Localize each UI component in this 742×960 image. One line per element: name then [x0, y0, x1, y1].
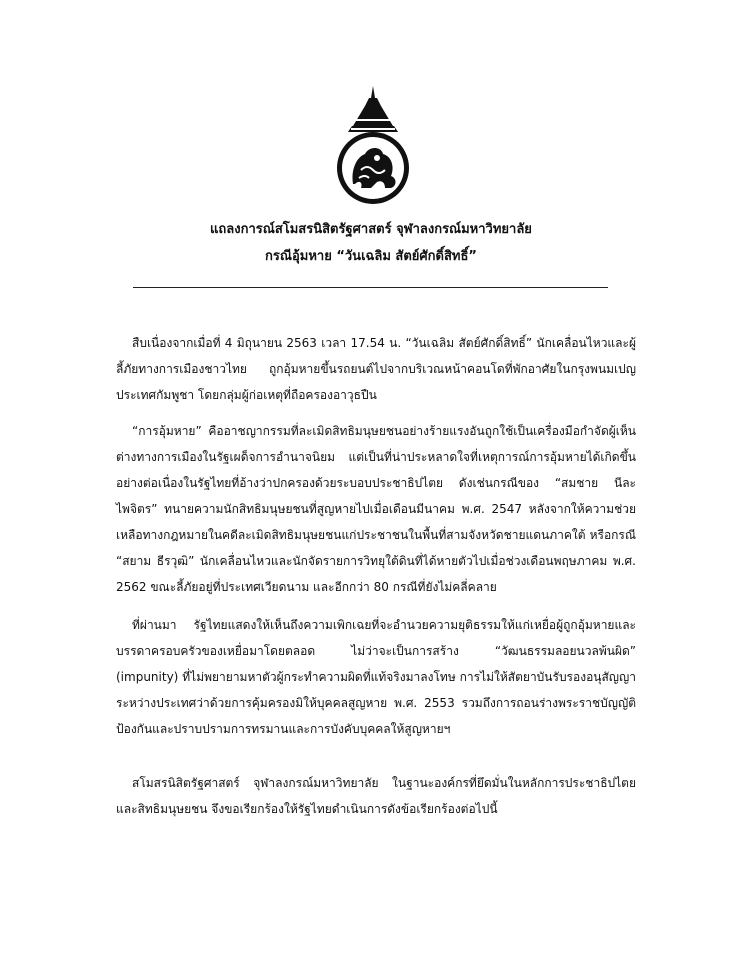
- faculty-emblem-icon: [325, 84, 421, 206]
- document-title: แถลงการณ์สโมสรนิสิตรัฐศาสตร์ จุฬาลงกรณ์มหาวิทยาลัย: [210, 222, 532, 237]
- paragraph-2: “การอุ้มหาย” คืออาชญากรรมที่ละเมิดสิทธิมนุษยชนอย่างร้ายแรงอันถูกใช้เป็นเครื่องมือกำจัดผู้เห็นต่างทางการเมืองในรัฐเผด็จการอำนาจนิยม แต่เป็นที่น่าประหลาดใจที่เหตุการณ์การอุ้มหายได้เกิดขึ้นอย่างต่อเนื่องในรัฐไทยที่อ้างว่าปกครองด้วยระบอบประชาธิปไตย ดังเช่นกรณีของ “สมชาย นีละไพจิตร” ทนายความนักสิทธิมนุษยชนที่สูญหายไปเมื่อเดือนมีนาคม พ.ศ. 2547 หลังจากให้ความช่วยเหลือทางกฎหมายในคดีละเมิดสิทธิมนุษยชนแก่ประชาชนในพื้นที่สามจังหวัดชายแดนภาคใต้ หรือกรณี “สยาม ธีรวุฒิ” นักเคลื่อนไหวและนักจัดรายการวิทยุใต้ดินที่ได้หายตัวไปเมื่อช่วงเดือนพฤษภาคม พ.ศ. 2562 ขณะลี้ภัยอยู่ที่ประเทศเวียดนาม และอีกกว่า 80 กรณีที่ยังไม่คลี่คลาย: [116, 424, 636, 594]
- paragraph-1: สืบเนื่องจากเมื่อที่ 4 มิถุนายน 2563 เวลา 17.54 น. “วันเฉลิม สัตย์ศักดิ์สิทธิ์” นักเคลื่อนไหวและผู้ลี้ภัยทางการเมืองชาวไทย ถูกอุ้มหายขึ้นรถยนต์ไปจากบริเวณหน้าคอนโดที่พักอาศัยในกรุงพนมเปญ ประเทศกัมพูชา โดยกลุ่มผู้ก่อเหตุที่ถือครองอาวุธปืน: [116, 336, 636, 402]
- document-subtitle: กรณีอุ้มหาย “วันเฉลิม สัตย์ศักดิ์สิทธิ์”: [265, 249, 477, 264]
- paragraph-3: ที่ผ่านมา รัฐไทยแสดงให้เห็นถึงความเพิกเฉยที่จะอำนวยความยุติธรรมให้แก่เหยื่อผู้ถูกอุ้มหายและบรรดาครอบครัวของเหยื่อมาโดยตลอด ไม่ว่าจะเป็นการสร้าง “วัฒนธรรมลอยนวลพ้นผิด” (impunity) ที่ไม่พยายามหาตัวผู้กระทำความผิดที่แท้จริงมาลงโทษ การไม่ให้สัตยาบันรับรองอนุสัญญาระหว่างประเทศว่าด้วยการคุ้มครองมิให้บุคคลสูญหาย พ.ศ. 2553 รวมถึงการถอนร่างพระราชบัญญัติป้องกันและปราบปรามการทรมานและการบังคับบุคคลให้สูญหายฯ: [116, 618, 636, 736]
- paragraph-4: สโมสรนิสิตรัฐศาสตร์ จุฬาลงกรณ์มหาวิทยาลัย ในฐานะองค์กรที่ยึดมั่นในหลักการประชาธิปไตยและสิทธิมนุษยชน จึงขอเรียกร้องให้รัฐไทยดำเนินการดังข้อเรียกร้องต่อไปนี้: [116, 776, 636, 816]
- dashed-divider: [133, 287, 608, 288]
